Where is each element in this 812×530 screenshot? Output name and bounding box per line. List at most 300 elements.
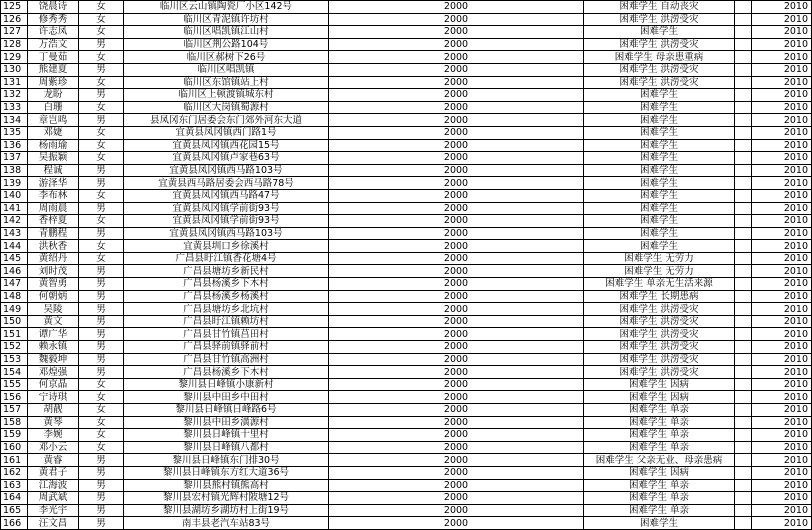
- amount-cell: 2000: [329, 215, 584, 228]
- gender-cell: 男: [79, 290, 124, 303]
- amount-cell: 2000: [329, 466, 584, 479]
- gender-cell: 女: [79, 378, 124, 391]
- name-cell: 何京晶: [28, 378, 79, 391]
- blank-cell: [735, 416, 752, 429]
- row-number-cell: 141: [1, 202, 28, 215]
- address-cell: 临川区云山镇陶瓷厂小区142号: [124, 1, 329, 14]
- year-cell: 2010: [752, 164, 812, 177]
- row-number-cell: 145: [1, 252, 28, 265]
- address-cell: 广昌县盱江镇香花塘4号: [124, 252, 329, 265]
- amount-cell: 2000: [329, 51, 584, 64]
- status-cell: 困难学生: [584, 101, 735, 114]
- gender-cell: 男: [79, 303, 124, 316]
- status-cell: 困难学生 无劳力: [584, 252, 735, 265]
- table-row: [1, 454, 812, 467]
- name-cell: 宁诗琪: [28, 391, 79, 404]
- amount-cell: 2000: [329, 152, 584, 165]
- address-cell: 宜黄县西马路居委会西马路78号: [124, 177, 329, 190]
- year-cell: 2010: [752, 466, 812, 479]
- table-row: [1, 152, 812, 165]
- amount-cell: 2000: [329, 441, 584, 454]
- row-number-cell: 143: [1, 227, 28, 240]
- table-row: [1, 227, 812, 240]
- year-cell: 2010: [752, 13, 812, 26]
- status-cell: 困难学生 单亲无生活来源: [584, 278, 735, 291]
- row-number-cell: 130: [1, 63, 28, 76]
- year-cell: 2010: [752, 303, 812, 316]
- status-cell: 困难学生 洪涝受灾: [584, 366, 735, 379]
- name-cell: 龙盼: [28, 89, 79, 102]
- row-number-cell: 155: [1, 378, 28, 391]
- gender-cell: 男: [79, 265, 124, 278]
- name-cell: 游泽华: [28, 177, 79, 190]
- year-cell: 2010: [752, 416, 812, 429]
- table-row: [1, 429, 812, 442]
- amount-cell: 2000: [329, 265, 584, 278]
- row-number-cell: 165: [1, 504, 28, 517]
- gender-cell: 女: [79, 416, 124, 429]
- gender-cell: 女: [79, 152, 124, 165]
- row-number-cell: 160: [1, 441, 28, 454]
- row-number-cell: 149: [1, 303, 28, 316]
- status-cell: 困难学生 因病: [584, 378, 735, 391]
- amount-cell: 2000: [329, 189, 584, 202]
- row-number-cell: 144: [1, 240, 28, 253]
- year-cell: 2010: [752, 227, 812, 240]
- blank-cell: [735, 454, 752, 467]
- table-row: [1, 416, 812, 429]
- blank-cell: [735, 1, 752, 14]
- amount-cell: 2000: [329, 1, 584, 14]
- blank-cell: [735, 26, 752, 39]
- name-cell: 李光宇: [28, 504, 79, 517]
- gender-cell: 女: [79, 13, 124, 26]
- status-cell: 困难学生 因病: [584, 466, 735, 479]
- blank-cell: [735, 89, 752, 102]
- year-cell: 2010: [752, 101, 812, 114]
- year-cell: 2010: [752, 38, 812, 51]
- name-cell: 李婉: [28, 429, 79, 442]
- year-cell: 2010: [752, 89, 812, 102]
- name-cell: 邓煌强: [28, 366, 79, 379]
- amount-cell: 2000: [329, 13, 584, 26]
- status-cell: 困难学生 单亲: [584, 479, 735, 492]
- table-row: [1, 202, 812, 215]
- name-cell: 吴振颖: [28, 152, 79, 165]
- address-cell: 县凤冈东门居委会东门郊外河东大道: [124, 114, 329, 127]
- gender-cell: 男: [79, 164, 124, 177]
- address-cell: 黎川县日峰镇东方红大道36号: [124, 466, 329, 479]
- blank-cell: [735, 227, 752, 240]
- row-number-cell: 162: [1, 466, 28, 479]
- amount-cell: 2000: [329, 164, 584, 177]
- row-number-cell: 158: [1, 416, 28, 429]
- amount-cell: 2000: [329, 227, 584, 240]
- blank-cell: [735, 38, 752, 51]
- table-row: [1, 1, 812, 14]
- table-row: [1, 126, 812, 139]
- name-cell: 刘时茂: [28, 265, 79, 278]
- blank-cell: [735, 315, 752, 328]
- amount-cell: 2000: [329, 492, 584, 505]
- year-cell: 2010: [752, 265, 812, 278]
- table-row: [1, 492, 812, 505]
- row-number-cell: 159: [1, 429, 28, 442]
- watermark: [32, 507, 35, 517]
- table-row: [1, 404, 812, 417]
- gender-cell: 男: [79, 202, 124, 215]
- blank-cell: [735, 76, 752, 89]
- status-cell: 困难学生 洪涝受灾: [584, 328, 735, 341]
- amount-cell: 2000: [329, 26, 584, 39]
- table-row: [1, 240, 812, 253]
- amount-cell: 2000: [329, 429, 584, 442]
- gender-cell: 女: [79, 429, 124, 442]
- name-cell: 许志凤: [28, 26, 79, 39]
- table-row: [1, 341, 812, 354]
- name-cell: 丁曼茹: [28, 51, 79, 64]
- blank-cell: [735, 492, 752, 505]
- year-cell: 2010: [752, 177, 812, 190]
- name-cell: 万浩文: [28, 38, 79, 51]
- year-cell: 2010: [752, 315, 812, 328]
- row-number-cell: 163: [1, 479, 28, 492]
- address-cell: 宜黄县凤冈镇学前街93号: [124, 215, 329, 228]
- table-row: [1, 303, 812, 316]
- row-number-cell: 138: [1, 164, 28, 177]
- blank-cell: [735, 189, 752, 202]
- row-number-cell: 132: [1, 89, 28, 102]
- address-cell: 黎川县日峰镇小康新村: [124, 378, 329, 391]
- amount-cell: 2000: [329, 177, 584, 190]
- table-row: [1, 517, 812, 530]
- gender-cell: 女: [79, 441, 124, 454]
- status-cell: 困难学生: [584, 114, 735, 127]
- blank-cell: [735, 504, 752, 517]
- name-cell: 汪文昌: [28, 517, 79, 530]
- year-cell: 2010: [752, 378, 812, 391]
- table-row: [1, 177, 812, 190]
- status-cell: 困难学生 洪涝受灾: [584, 315, 735, 328]
- status-cell: 困难学生: [584, 227, 735, 240]
- gender-cell: 男: [79, 517, 124, 530]
- address-cell: 宜黄县圳口乡徐溪村: [124, 240, 329, 253]
- year-cell: 2010: [752, 290, 812, 303]
- address-cell: 临川区青泥镇许坊村: [124, 13, 329, 26]
- year-cell: 2010: [752, 328, 812, 341]
- table-row: [1, 101, 812, 114]
- status-cell: 困难学生 洪涝受灾: [584, 76, 735, 89]
- table-body: [1, 1, 812, 530]
- table-row: [1, 189, 812, 202]
- blank-cell: [735, 240, 752, 253]
- blank-cell: [735, 517, 752, 530]
- name-cell: 赖永镇: [28, 341, 79, 354]
- address-cell: 黎川县中田乡中田村: [124, 391, 329, 404]
- year-cell: 2010: [752, 492, 812, 505]
- gender-cell: 男: [79, 278, 124, 291]
- blank-cell: [735, 404, 752, 417]
- name-cell: 吴陵: [28, 303, 79, 316]
- year-cell: 2010: [752, 152, 812, 165]
- gender-cell: 男: [79, 353, 124, 366]
- table-row: [1, 466, 812, 479]
- row-number-cell: 127: [1, 26, 28, 39]
- amount-cell: 2000: [329, 341, 584, 354]
- blank-cell: [735, 303, 752, 316]
- name-cell: 黄睿: [28, 454, 79, 467]
- status-cell: 困难学生 单亲: [584, 504, 735, 517]
- row-number-cell: 152: [1, 341, 28, 354]
- address-cell: 黎川县日峰镇十里村: [124, 429, 329, 442]
- blank-cell: [735, 391, 752, 404]
- name-cell: 魏毅坤: [28, 353, 79, 366]
- table-row: [1, 290, 812, 303]
- table-row: [1, 89, 812, 102]
- blank-cell: [735, 13, 752, 26]
- gender-cell: 女: [79, 76, 124, 89]
- gender-cell: 男: [79, 227, 124, 240]
- amount-cell: 2000: [329, 378, 584, 391]
- status-cell: 困难学生 洪涝受灾: [584, 63, 735, 76]
- address-cell: 南丰县老汽车站83号: [124, 517, 329, 530]
- blank-cell: [735, 341, 752, 354]
- address-cell: 临川区上顿渡镇城东村: [124, 89, 329, 102]
- amount-cell: 2000: [329, 303, 584, 316]
- table-row: [1, 328, 812, 341]
- address-cell: 广昌县塘坊乡北坑村: [124, 303, 329, 316]
- amount-cell: 2000: [329, 416, 584, 429]
- gender-cell: 男: [79, 63, 124, 76]
- table-row: [1, 366, 812, 379]
- blank-cell: [735, 152, 752, 165]
- address-cell: 黎川县中田乡潢源村: [124, 416, 329, 429]
- gender-cell: 男: [79, 328, 124, 341]
- blank-cell: [735, 177, 752, 190]
- gender-cell: 男: [79, 492, 124, 505]
- blank-cell: [735, 139, 752, 152]
- status-cell: 困难学生 自动丧灾: [584, 1, 735, 14]
- address-cell: 宜黄县凤冈镇西马路103号: [124, 227, 329, 240]
- gender-cell: 男: [79, 114, 124, 127]
- amount-cell: 2000: [329, 328, 584, 341]
- year-cell: 2010: [752, 76, 812, 89]
- name-cell: 谭广华: [28, 328, 79, 341]
- amount-cell: 2000: [329, 240, 584, 253]
- address-cell: 临川区荆公路104号: [124, 38, 329, 51]
- address-cell: 广昌县甘竹镇莒田村: [124, 328, 329, 341]
- name-cell: 章岂鸣: [28, 114, 79, 127]
- name-cell: 李布林: [28, 189, 79, 202]
- address-cell: 广昌县驿前镇驿前村: [124, 341, 329, 354]
- blank-cell: [735, 290, 752, 303]
- address-cell: 广昌县塘坊乡新民村: [124, 265, 329, 278]
- gender-cell: 女: [79, 26, 124, 39]
- table-row: [1, 114, 812, 127]
- name-cell: 修秀秀: [28, 13, 79, 26]
- amount-cell: 2000: [329, 252, 584, 265]
- amount-cell: 2000: [329, 76, 584, 89]
- year-cell: 2010: [752, 114, 812, 127]
- year-cell: 2010: [752, 126, 812, 139]
- amount-cell: 2000: [329, 101, 584, 114]
- name-cell: 胡靓: [28, 404, 79, 417]
- year-cell: 2010: [752, 517, 812, 530]
- gender-cell: 男: [79, 177, 124, 190]
- name-cell: 周雨晨: [28, 202, 79, 215]
- row-number-cell: 151: [1, 328, 28, 341]
- address-cell: 广昌县盱江镇赖坊村: [124, 315, 329, 328]
- blank-cell: [735, 441, 752, 454]
- blank-cell: [735, 51, 752, 64]
- row-number-cell: 142: [1, 215, 28, 228]
- blank-cell: [735, 164, 752, 177]
- table-row: [1, 315, 812, 328]
- row-number-cell: 148: [1, 290, 28, 303]
- name-cell: 黄绍丹: [28, 252, 79, 265]
- year-cell: 2010: [752, 51, 812, 64]
- gender-cell: 女: [79, 101, 124, 114]
- amount-cell: 2000: [329, 126, 584, 139]
- row-number-cell: 131: [1, 76, 28, 89]
- year-cell: 2010: [752, 139, 812, 152]
- status-cell: 困难学生 洪涝受灾: [584, 303, 735, 316]
- blank-cell: [735, 278, 752, 291]
- status-cell: 困难学生 长期患病: [584, 290, 735, 303]
- address-cell: 宜黄县凤冈镇卢家巷63号: [124, 152, 329, 165]
- status-cell: 困难学生: [584, 215, 735, 228]
- blank-cell: [735, 353, 752, 366]
- amount-cell: 2000: [329, 63, 584, 76]
- status-cell: 困难学生: [584, 139, 735, 152]
- status-cell: 困难学生 单亲: [584, 441, 735, 454]
- year-cell: 2010: [752, 504, 812, 517]
- amount-cell: 2000: [329, 278, 584, 291]
- gender-cell: 男: [79, 504, 124, 517]
- status-cell: 困难学生: [584, 26, 735, 39]
- address-cell: 广昌县杨溪乡下木村: [124, 278, 329, 291]
- gender-cell: 男: [79, 38, 124, 51]
- gender-cell: 女: [79, 215, 124, 228]
- name-cell: 黄君子: [28, 466, 79, 479]
- blank-cell: [735, 215, 752, 228]
- blank-cell: [735, 429, 752, 442]
- year-cell: 2010: [752, 391, 812, 404]
- blank-cell: [735, 101, 752, 114]
- gender-cell: 女: [79, 252, 124, 265]
- gender-cell: 男: [79, 479, 124, 492]
- name-cell: 邓婕: [28, 126, 79, 139]
- address-cell: 宜黄县凤冈镇学前街93号: [124, 202, 329, 215]
- status-cell: 困难学生: [584, 126, 735, 139]
- status-cell: 困难学生 无劳力: [584, 265, 735, 278]
- amount-cell: 2000: [329, 89, 584, 102]
- amount-cell: 2000: [329, 517, 584, 530]
- year-cell: 2010: [752, 278, 812, 291]
- blank-cell: [735, 252, 752, 265]
- table-row: [1, 139, 812, 152]
- row-number-cell: 153: [1, 353, 28, 366]
- year-cell: 2010: [752, 252, 812, 265]
- status-cell: 困难学生: [584, 89, 735, 102]
- table-row: [1, 215, 812, 228]
- address-cell: 黎川县湖坊乡湖坊村上街19号: [124, 504, 329, 517]
- address-cell: 广昌县杨溪乡下木村: [124, 366, 329, 379]
- address-cell: 临川区唱凯镇: [124, 63, 329, 76]
- status-cell: 困难学生: [584, 517, 735, 530]
- table-row: [1, 13, 812, 26]
- status-cell: 困难学生 洪涝受灾: [584, 13, 735, 26]
- year-cell: 2010: [752, 479, 812, 492]
- year-cell: 2010: [752, 240, 812, 253]
- year-cell: 2010: [752, 26, 812, 39]
- name-cell: 何朝炳: [28, 290, 79, 303]
- status-cell: 困难学生 因病: [584, 391, 735, 404]
- row-number-cell: 154: [1, 366, 28, 379]
- address-cell: 广昌县甘竹镇高洲村: [124, 353, 329, 366]
- year-cell: 2010: [752, 63, 812, 76]
- gender-cell: 男: [79, 89, 124, 102]
- gender-cell: 男: [79, 366, 124, 379]
- blank-cell: [735, 366, 752, 379]
- name-cell: 黄琴: [28, 416, 79, 429]
- row-number-cell: 128: [1, 38, 28, 51]
- name-cell: 杨雨瑜: [28, 139, 79, 152]
- table-row: [1, 479, 812, 492]
- year-cell: 2010: [752, 454, 812, 467]
- name-cell: 周武斌: [28, 492, 79, 505]
- status-cell: 困难学生 洪涝受灾: [584, 341, 735, 354]
- address-cell: 临川区大岗镇蜀源村: [124, 101, 329, 114]
- address-cell: 黎川县日峰镇八都村: [124, 441, 329, 454]
- year-cell: 2010: [752, 353, 812, 366]
- name-cell: 邓小云: [28, 441, 79, 454]
- row-number-cell: 156: [1, 391, 28, 404]
- row-number-cell: 140: [1, 189, 28, 202]
- gender-cell: 女: [79, 51, 124, 64]
- gender-cell: 男: [79, 315, 124, 328]
- blank-cell: [735, 114, 752, 127]
- table-row: [1, 441, 812, 454]
- table-row: [1, 51, 812, 64]
- table-row: [1, 353, 812, 366]
- amount-cell: 2000: [329, 114, 584, 127]
- gender-cell: 女: [79, 189, 124, 202]
- address-cell: 临川区郝树下26号: [124, 51, 329, 64]
- year-cell: 2010: [752, 429, 812, 442]
- amount-cell: 2000: [329, 202, 584, 215]
- address-cell: 黎川县宏村镇光辉村陂塘12号: [124, 492, 329, 505]
- gender-cell: 男: [79, 341, 124, 354]
- status-cell: 困难学生: [584, 240, 735, 253]
- blank-cell: [735, 63, 752, 76]
- year-cell: 2010: [752, 1, 812, 14]
- table-row: [1, 38, 812, 51]
- blank-cell: [735, 466, 752, 479]
- table-row: [1, 63, 812, 76]
- address-cell: 广昌县杨溪乡杨溪村: [124, 290, 329, 303]
- row-number-cell: 157: [1, 404, 28, 417]
- year-cell: 2010: [752, 366, 812, 379]
- name-cell: 江海波: [28, 479, 79, 492]
- name-cell: 青鹏程: [28, 227, 79, 240]
- row-number-cell: 129: [1, 51, 28, 64]
- status-cell: 困难学生: [584, 202, 735, 215]
- name-cell: 程诚: [28, 164, 79, 177]
- status-cell: 困难学生 单亲: [584, 416, 735, 429]
- year-cell: 2010: [752, 441, 812, 454]
- gender-cell: 女: [79, 391, 124, 404]
